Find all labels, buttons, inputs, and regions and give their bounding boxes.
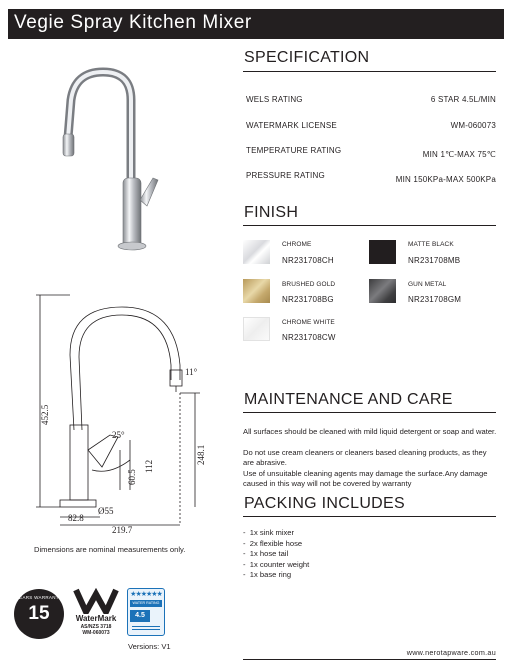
- warranty-badge: [14, 589, 64, 639]
- watermark-badge: [70, 588, 122, 638]
- finish-code: NR231708CW: [282, 333, 336, 342]
- spec-value: MIN 1℃-MAX 75℃: [422, 150, 496, 159]
- spec-label: PRESSURE RATING: [246, 171, 325, 180]
- warranty-text: YEARS WARRANTY: [15, 595, 63, 600]
- list-item: - 2x flexible hose: [243, 538, 303, 548]
- wels-rating-badge: [127, 588, 165, 636]
- dim-base-width: 82.8: [68, 513, 84, 523]
- wels-value: 4.5: [130, 610, 150, 622]
- version-text: Versions: V1: [128, 642, 171, 651]
- packing-item: 1x base ring: [249, 570, 292, 579]
- technical-drawing: [30, 285, 230, 535]
- wels-stars-icon: ★★★★★★: [130, 591, 162, 598]
- maintenance-rule: [243, 412, 496, 413]
- dim-diameter: Ø55: [98, 506, 114, 516]
- packing-item: 2x flexible hose: [249, 538, 303, 548]
- wels-detail-lines: [132, 626, 160, 627]
- dimension-note: Dimensions are nominal measurements only.: [34, 545, 186, 554]
- watermark-license: WM-060073: [82, 630, 110, 636]
- spec-label: TEMPERATURE RATING: [246, 146, 342, 155]
- watermark-name: WaterMark: [75, 614, 117, 623]
- finish-name: BRUSHED GOLD: [282, 281, 336, 288]
- maintenance-heading: MAINTENANCE AND CARE: [244, 391, 453, 408]
- spec-value: MIN 150KPa-MAX 500KPa: [395, 175, 496, 184]
- maintenance-paragraph: Use of unsuitable cleaning agents may damage the surface.Any damage caused in this way will not be covered by warranty: [243, 469, 488, 489]
- watermark-logo-icon: [70, 588, 122, 614]
- packing-item: 1x counter weight: [249, 559, 310, 569]
- list-item: - 1x hose tail: [243, 549, 289, 558]
- wels-label: WATER RATING: [130, 600, 162, 607]
- finish-rule: [243, 225, 496, 226]
- finish-code: NR231708MB: [408, 256, 461, 265]
- finish-code: NR231708CH: [282, 256, 334, 265]
- dim-angle-top: 11°: [185, 367, 198, 377]
- finish-heading: FINISH: [244, 204, 299, 221]
- watermark-standard: AS/NZS 3718: [80, 624, 112, 630]
- specification-rule: [243, 71, 496, 72]
- dim-angle-lever: 25°: [112, 430, 125, 440]
- finish-swatch-matte-black: [369, 240, 396, 264]
- spec-value: 6 STAR 4.5L/MIN: [430, 95, 496, 104]
- title-bar: [8, 9, 504, 39]
- finish-name: CHROME: [282, 241, 312, 248]
- dim-lever-a: 60.5: [127, 469, 137, 485]
- maintenance-paragraph: Do not use cream cleaners or cleaners based cleaning products, as they are abrasive.: [243, 448, 487, 468]
- drawing-spout-outline: [70, 307, 180, 430]
- packing-heading: PACKING INCLUDES: [244, 495, 405, 512]
- finish-name: MATTE BLACK: [408, 241, 454, 248]
- dim-height-total: 452.5: [40, 404, 50, 425]
- spec-label: WATERMARK LICENSE: [246, 121, 337, 130]
- packing-item: 1x sink mixer: [249, 528, 295, 537]
- list-item: - 1x sink mixer: [243, 528, 295, 537]
- list-item: - 1x counter weight: [243, 559, 310, 569]
- packing-item: 1x hose tail: [249, 549, 289, 558]
- finish-code: NR231708BG: [282, 295, 334, 304]
- specification-heading: SPECIFICATION: [244, 49, 370, 66]
- product-photo: [55, 60, 185, 260]
- maintenance-paragraph: All surfaces should be cleaned with mild liquid detergent or soap and water.: [243, 427, 497, 436]
- warranty-years: 15: [28, 603, 50, 624]
- spec-label: WELS RATING: [246, 95, 303, 104]
- packing-list: [243, 528, 309, 581]
- dim-reach: 219.7: [112, 525, 133, 535]
- finish-swatch-brushed-gold: [243, 279, 270, 303]
- page-title: Vegie Spray Kitchen Mixer: [14, 12, 252, 33]
- finish-name: GUN METAL: [408, 281, 447, 288]
- finish-swatch-chrome-white: [243, 317, 270, 341]
- list-item: - 1x base ring: [243, 570, 292, 579]
- spec-value: WM-060073: [450, 121, 496, 130]
- packing-rule: [243, 516, 496, 517]
- finish-code: NR231708GM: [408, 295, 462, 304]
- footer-rule: [243, 659, 496, 660]
- dim-lever-b: 112: [144, 459, 154, 473]
- finish-name: CHROME WHITE: [282, 319, 335, 326]
- website-link[interactable]: www.nerotapware.com.au: [406, 648, 496, 657]
- finish-swatch-chrome: [243, 240, 270, 264]
- finish-swatch-gun-metal: [369, 279, 396, 303]
- dim-height-spout: 248.1: [196, 444, 206, 465]
